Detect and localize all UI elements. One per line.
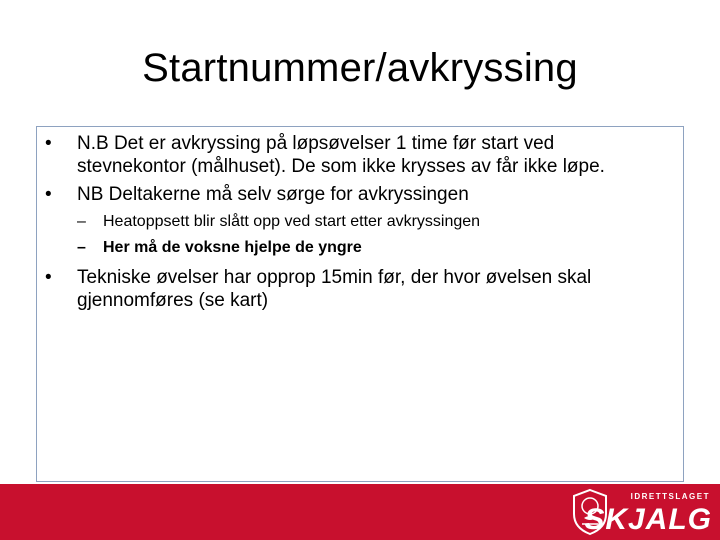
footer-bar <box>0 484 720 540</box>
bullet-text-line: stevnekontor (målhuset). De som ikke krysses av får ikke løpe. <box>77 156 605 177</box>
sub-bullet-marker: – <box>77 213 86 230</box>
bullet-marker: • <box>45 133 52 154</box>
logo-subtitle: IDRETTSLAGET <box>630 492 710 501</box>
bullet-text-line: gjennomføres (se kart) <box>77 290 269 311</box>
sub-bullet-text: Her må de voksne hjelpe de yngre <box>103 239 362 256</box>
bullet-item-technical <box>45 266 665 312</box>
bullet-text-line: NB Deltakerne må selv sørge for avkryssingen <box>77 184 469 205</box>
sub-bullet-adults <box>77 237 637 259</box>
content-box <box>36 126 684 482</box>
sub-bullet-heat <box>77 211 637 233</box>
bullet-text-line: Tekniske øvelser har opprop 15min før, der hvor øvelsen skal <box>77 267 592 288</box>
sub-bullet-text: Heatoppsett blir slått opp ved start etter avkryssingen <box>103 213 481 230</box>
bullet-marker: • <box>45 184 52 205</box>
sub-bullet-marker: – <box>77 239 86 256</box>
bullet-item-responsibility <box>45 183 665 206</box>
bullet-item-checkin <box>45 132 665 178</box>
bullet-marker: • <box>45 267 52 288</box>
logo-wordmark: SKJALG <box>584 503 712 536</box>
club-logo <box>564 486 714 538</box>
bullet-text-line: N.B Det er avkryssing på løpsøvelser 1 time før start ved <box>77 133 555 154</box>
slide-title: Startnummer/avkryssing <box>142 46 578 90</box>
